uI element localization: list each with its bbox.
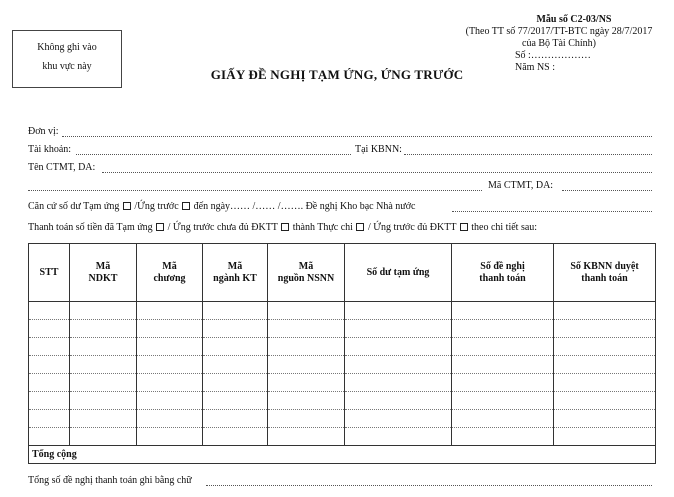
program-name-field-continued[interactable] <box>28 190 482 191</box>
payment-text-2: / Ứng trước chưa đủ ĐKTT <box>167 222 278 233</box>
paid-advance-checkbox[interactable] <box>156 223 164 231</box>
actual-spending-checkbox[interactable] <box>356 223 364 231</box>
table-row <box>29 302 656 320</box>
advance-checkbox[interactable] <box>123 202 131 210</box>
total-row <box>29 446 656 464</box>
table-row <box>29 410 656 428</box>
total-words-field[interactable] <box>206 485 652 486</box>
unqualified-prepayment-checkbox[interactable] <box>281 223 289 231</box>
payment-text-5: theo chi tiết sau: <box>471 222 538 233</box>
account-field[interactable] <box>76 154 351 155</box>
payment-text-3: thành Thực chi <box>292 222 353 233</box>
program-code-field[interactable] <box>562 190 652 191</box>
table-row <box>29 338 656 356</box>
table-header-row <box>29 244 656 302</box>
payment-text-4: / Ứng trước đủ ĐKTT <box>367 222 457 233</box>
advance-basis-text-2: /Ứng trước <box>134 201 179 212</box>
reserved-area-line-2: khu vực này <box>42 61 92 72</box>
table-row <box>29 320 656 338</box>
header-sector: Mã ngành KT <box>203 244 268 302</box>
qualified-prepayment-checkbox[interactable] <box>460 223 468 231</box>
header-requested-amount: Số đề nghị thanh toán <box>452 244 554 302</box>
advance-basis-text-1: Căn cứ số dư Tạm ứng <box>28 201 120 212</box>
form-ministry: của Bộ Tài Chính) <box>522 38 596 49</box>
advance-basis-field[interactable] <box>452 211 652 212</box>
detail-table <box>28 243 656 464</box>
header-ndkt: Mã NDKT <box>70 244 137 302</box>
prepayment-checkbox[interactable] <box>182 202 190 210</box>
header-stt: STT <box>29 244 70 302</box>
page-title: GIẤY ĐỀ NGHỊ TẠM ỨNG, ỨNG TRƯỚC <box>210 67 464 82</box>
table-row <box>29 356 656 374</box>
reserved-area-line-1: Không ghi vào <box>37 42 97 53</box>
total-words-label: Tổng số đề nghị thanh toán ghi bằng chữ <box>28 475 192 486</box>
advance-basis-line <box>28 201 415 212</box>
total-label: Tổng cộng <box>29 446 656 464</box>
kbnn-field[interactable] <box>404 154 652 155</box>
kbnn-label: Tại KBNN: <box>355 144 402 155</box>
unit-field[interactable] <box>62 136 652 137</box>
table-row <box>29 392 656 410</box>
form-number: Số :……………… <box>515 50 591 61</box>
form-circular: (Theo TT số 77/2017/TT-BTC ngày 28/7/2017 <box>465 26 653 37</box>
program-name-label: Tên CTMT, DA: <box>28 162 96 173</box>
table-row <box>29 428 656 446</box>
program-name-field[interactable] <box>102 172 652 173</box>
payment-text-1: Thanh toán số tiền đã Tạm ứng <box>28 222 153 233</box>
table-row <box>29 374 656 392</box>
form-info-block <box>448 14 670 74</box>
unit-label: Đơn vị: <box>28 126 59 137</box>
header-chapter: Mã chương <box>137 244 203 302</box>
form-code: Mẫu số C2-03/NS <box>536 14 612 25</box>
header-approved-amount: Số KBNN duyệt thanh toán <box>554 244 656 302</box>
budget-year: Năm NS : <box>515 62 555 73</box>
header-source: Mã nguồn NSNN <box>268 244 345 302</box>
header-advance-balance: Số dư tạm ứng <box>345 244 452 302</box>
account-label: Tài khoản: <box>28 144 72 155</box>
program-code-label: Mã CTMT, DA: <box>488 180 554 191</box>
payment-line <box>28 222 537 233</box>
advance-basis-text-3: đến ngày…… /…… /……. Đề nghị Kho bạc Nhà nước <box>193 201 416 212</box>
